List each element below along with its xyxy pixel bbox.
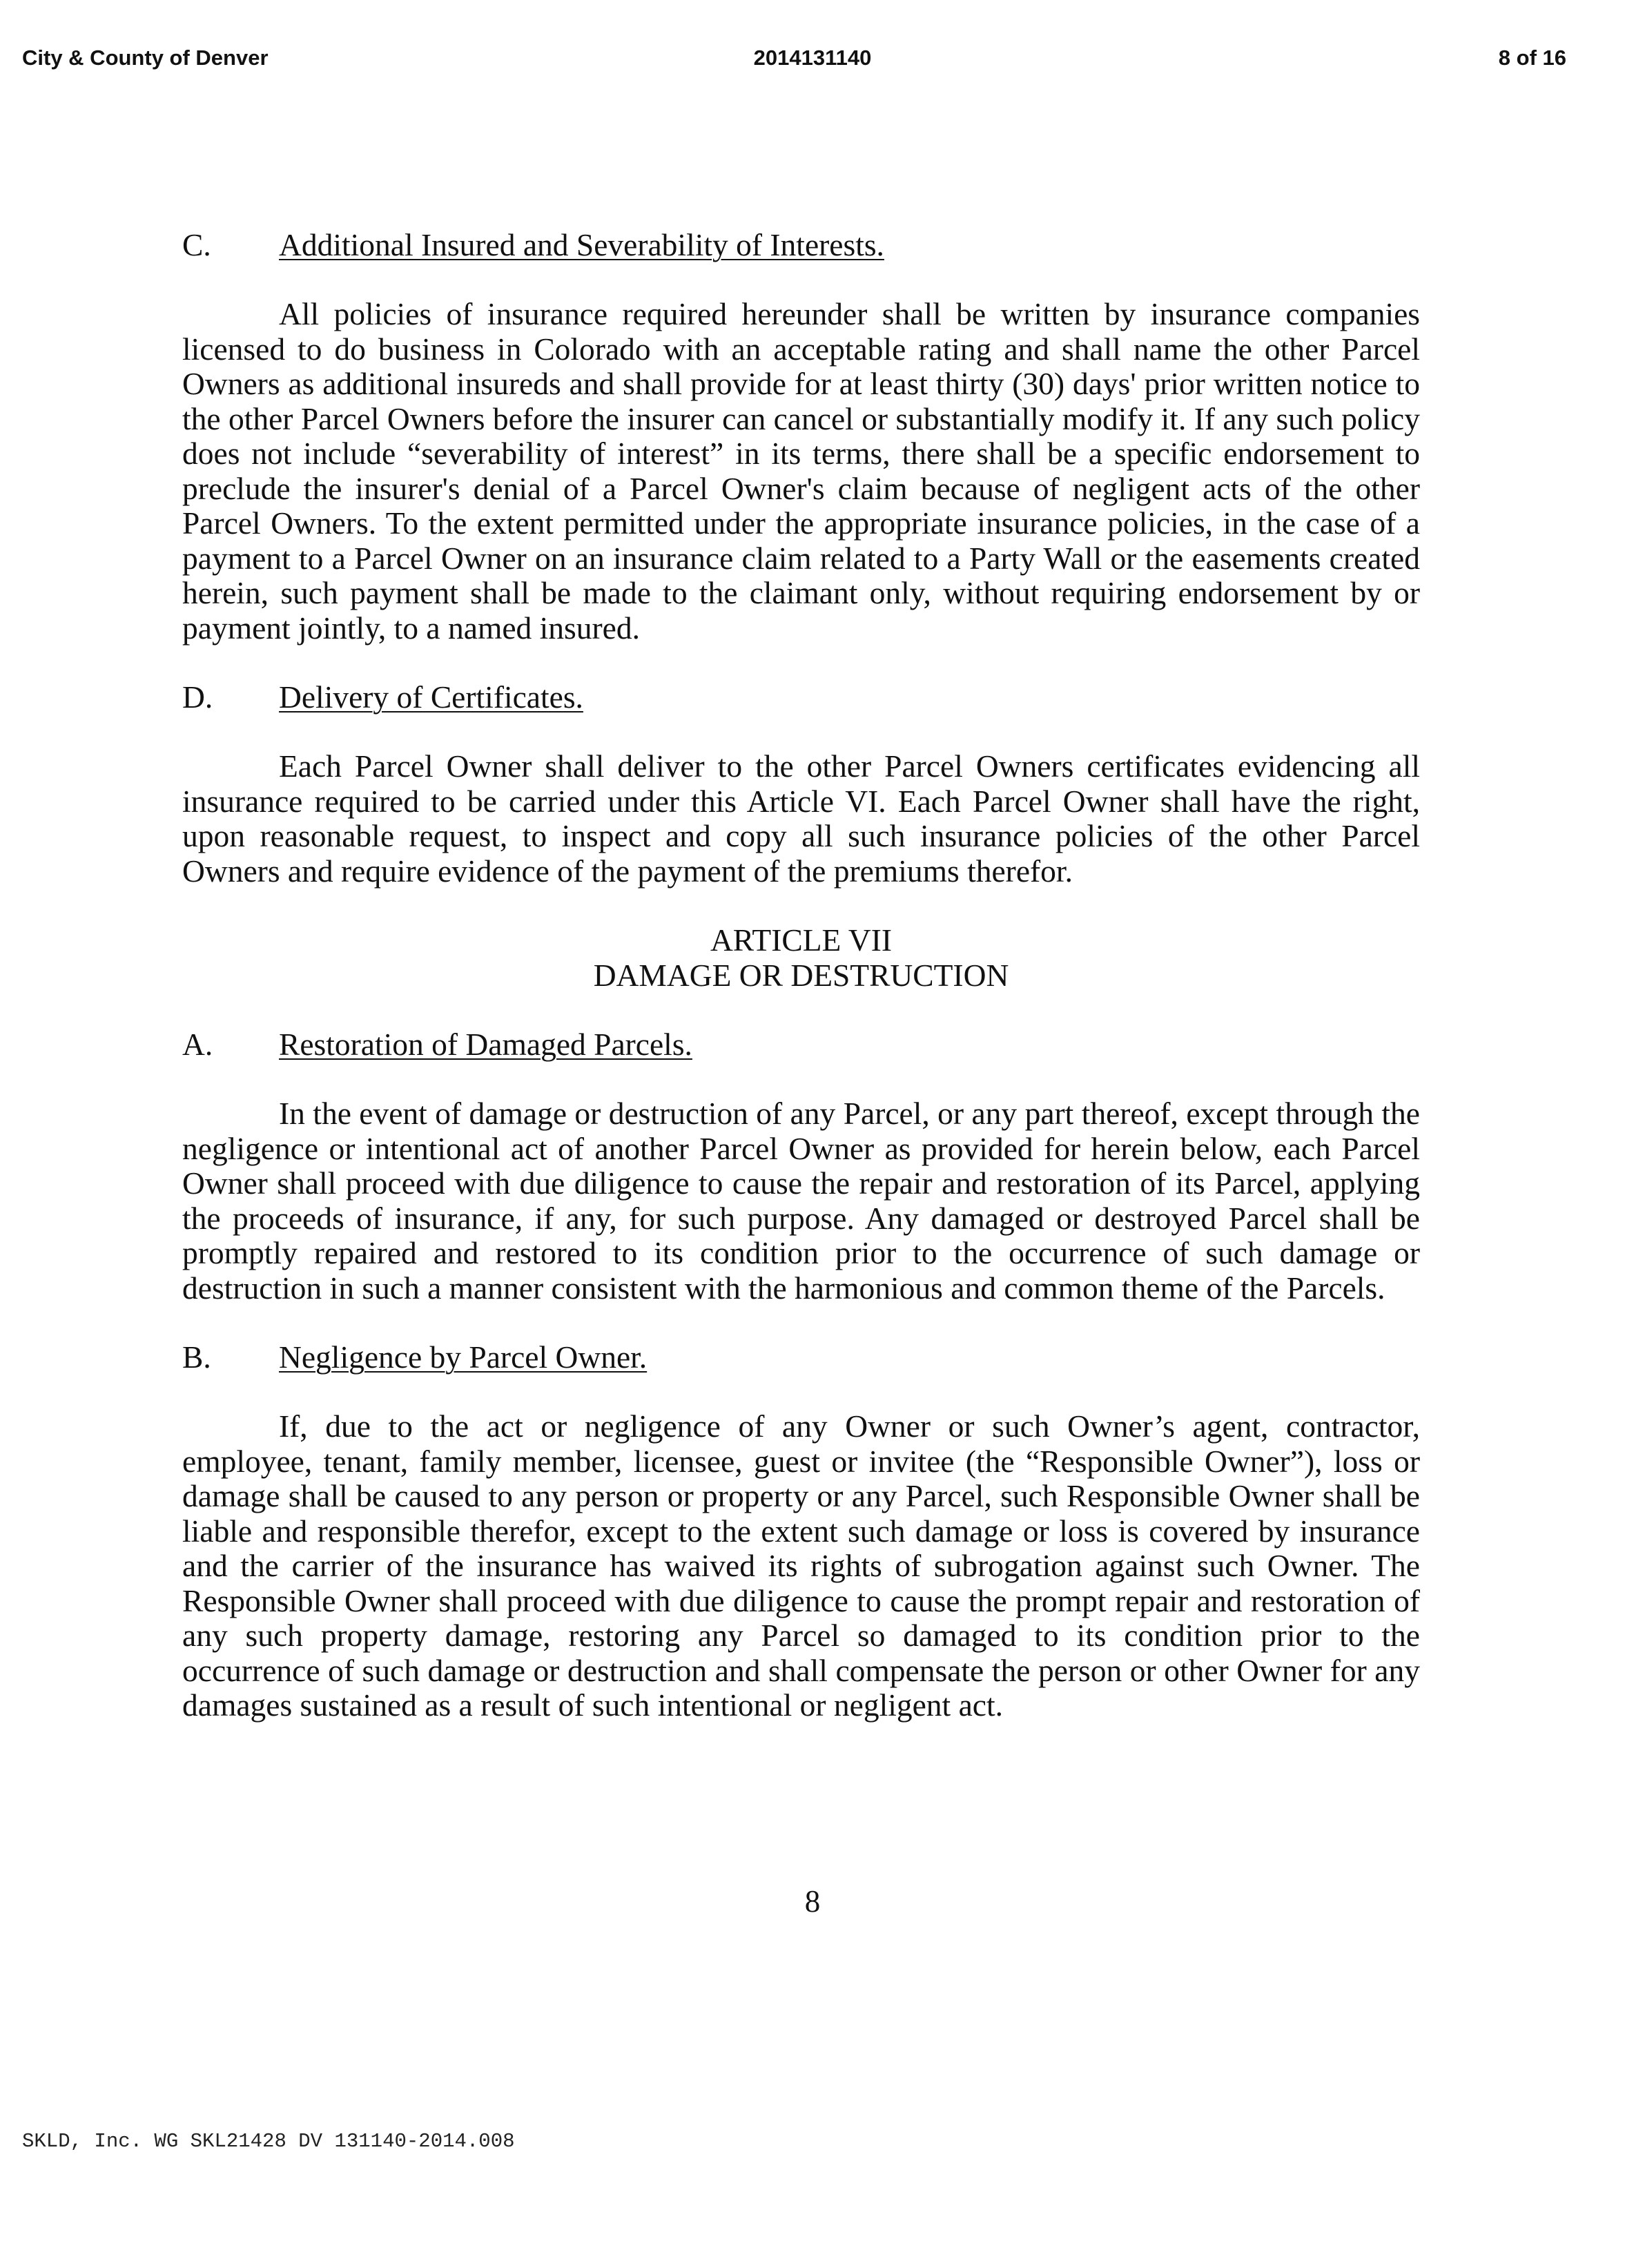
section-paragraph-c: All policies of insurance required hereunder shall be written by insurance companies licensed to do business in Colorado with an acceptable rating and shall name the other Parcel Owners as additional insureds and shall provide for at least thirty (30) days' prior written notice to the other Parcel Owners before the insurer can cancel or substantially modify it. If any such policy does not include “severability of interest” in its terms, there shall be a specific endorsement to preclude the insurer's denial of a Parcel Owner's claim because of negligent acts of the other Parcel Owners. To the extent permitted under the appropriate insurance policies, in the case of a payment to a Parcel Owner on an insurance claim related to a Party Wall or the easements created herein, such payment shall be made to the claimant only, without requiring endorsement by or payment jointly, to a named insured. [182, 296, 1420, 646]
section-paragraph-b: If, due to the act or negligence of any Owner or such Owner’s agent, contractor, employee, tenant, family member, licensee, guest or invitee (the “Responsible Owner”), loss or damage shall be caused to any person or property or any Parcel, such Responsible Owner shall be liable and responsible therefor, except to the extent such damage or loss is covered by insurance and the carrier of the insurance has waived its rights of subrogation against such Owner. The Responsible Owner shall proceed with due diligence to cause the prompt repair and restoration of any such property damage, restoring any Parcel so damaged to its condition prior to the occurrence of such damage or destruction and shall compensate the person or other Owner for any damages sustained as a result of such intentional or negligent act. [182, 1408, 1420, 1723]
section-title: Negligence by Parcel Owner. [279, 1339, 648, 1375]
section-letter: C. [182, 227, 211, 262]
section-letter: A. [182, 1027, 213, 1062]
footer-document-id: SKLD, Inc. WG SKL21428 DV 131140-2014.008 [22, 2130, 515, 2153]
section-heading-a [182, 1027, 1420, 1062]
header-county: City & County of Denver [22, 46, 269, 70]
section-heading-d [182, 680, 1420, 715]
section-title: Delivery of Certificates. [279, 679, 583, 715]
section-paragraph-d: Each Parcel Owner shall deliver to the other Parcel Owners certificates evidencing all insurance required to be carried under this Article VI. Each Parcel Owner shall have the right, upon reasonable request, to inspect and copy all such insurance policies of the other Parcel Owners and require evidence of the payment of the premiums therefor. [182, 748, 1420, 889]
header-reception-number: 2014131140 [753, 46, 872, 70]
section-heading-b [182, 1340, 1420, 1375]
document-body [182, 228, 1420, 1723]
section-heading-c [182, 228, 1420, 262]
header-page-count: 8 of 16 [1498, 46, 1566, 70]
page-number: 8 [804, 1884, 821, 1919]
article-title: DAMAGE OR DESTRUCTION [593, 957, 1009, 993]
article-number: ARTICLE VII [710, 922, 893, 958]
section-title: Additional Insured and Severability of Interests. [279, 227, 884, 262]
section-paragraph-a: In the event of damage or destruction of any Parcel, or any part thereof, except through the negligence or intentional act of another Parcel Owner as provided for herein below, each Parcel Owner shall proceed with due diligence to cause the repair and restoration of its Parcel, applying the proceeds of insurance, if any, for such purpose. Any damaged or destroyed Parcel shall be promptly repaired and restored to its condition prior to the occurrence of such damage or destruction in such a manner consistent with the harmonious and common theme of the Parcels. [182, 1096, 1420, 1306]
section-title: Restoration of Damaged Parcels. [279, 1027, 692, 1062]
section-letter: B. [182, 1339, 211, 1375]
section-letter: D. [182, 679, 213, 715]
